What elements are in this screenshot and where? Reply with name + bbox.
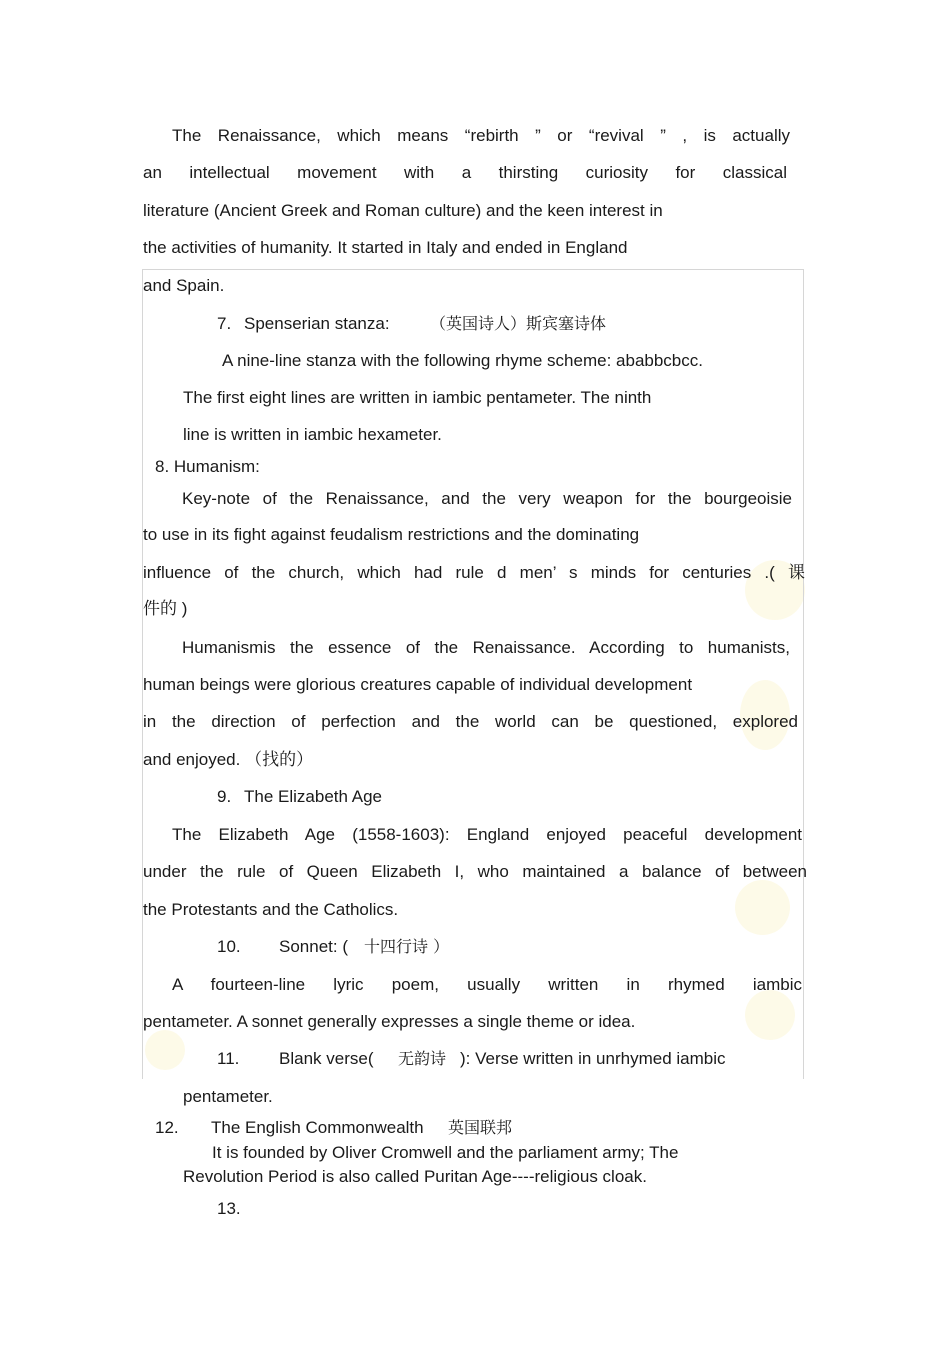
item-7-line-2: The first eight lines are written in iambic pentameter. The ninth [183, 388, 652, 407]
item-8-line-6: human beings were glorious creatures capable of individual development [143, 675, 693, 694]
renaissance-line-2: an intellectual movement with a thirsting curiosity for classical [143, 163, 787, 182]
item-8-heading: 8. Humanism: [155, 457, 260, 476]
item-8-line-3: influence of the church, which had rule d men’ s minds for centuries .( 课 [143, 563, 805, 582]
item-8-line-1: Key-note of the Renaissance, and the very weapon for the bourgeoisie [182, 489, 792, 508]
item-13-number: 13. [217, 1199, 241, 1218]
item-7-term: Spenserian stanza: [244, 314, 390, 333]
renaissance-line-5: and Spain. [143, 276, 225, 295]
item-11-number: 11. [217, 1049, 240, 1068]
renaissance-line-1: The Renaissance, which means “rebirth ” or “revival ” , is actually [172, 126, 790, 145]
item-7-line-3: line is written in iambic hexameter. [183, 425, 442, 444]
item-11-chinese: 无韵诗 [398, 1049, 447, 1068]
item-11-term: Blank verse( [279, 1049, 374, 1068]
item-8-line-8: and enjoyed. （找的） [143, 750, 314, 769]
item-9-line-2: under the rule of Queen Elizabeth I, who maintained a balance of between [143, 862, 807, 881]
item-8-line-2: to use in its fight against feudalism restrictions and the dominating [143, 525, 640, 544]
item-9-line-3: the Protestants and the Catholics. [143, 900, 399, 919]
item-9-line-1: The Elizabeth Age (1558-1603): England enjoyed peaceful development [172, 825, 802, 844]
item-11-rest: ): Verse written in unrhymed iambic [460, 1049, 726, 1068]
item-10-term: Sonnet: ( [279, 937, 348, 956]
item-12-title: The English Commonwealth [211, 1118, 424, 1137]
item-7-line-1: A nine-line stanza with the following rhyme scheme: ababbcbcc. [222, 351, 703, 370]
renaissance-line-3: literature (Ancient Greek and Roman culture) and the keen interest in [143, 201, 663, 220]
item-10-line-2: pentameter. A sonnet generally expresses a single theme or idea. [143, 1012, 636, 1031]
item-11-line-2: pentameter. [183, 1087, 273, 1106]
item-7-chinese: （英国诗人）斯宾塞诗体 [430, 314, 607, 333]
item-7-number: 7. [217, 314, 232, 333]
item-8-line-5: Humanismis the essence of the Renaissance. According to humanists, [182, 638, 790, 657]
item-9-title: The Elizabeth Age [244, 787, 382, 806]
item-12-line-1: It is founded by Oliver Cromwell and the parliament army; The [212, 1143, 679, 1162]
item-12-number: 12. [155, 1118, 179, 1137]
item-12-chinese: 英国联邦 [448, 1118, 513, 1137]
renaissance-line-4: the activities of humanity. It started in Italy and ended in England [143, 238, 628, 257]
item-10-line-1: A fourteen-line lyric poem, usually written in rhymed iambic [172, 975, 802, 994]
item-10-number: 10. [217, 937, 241, 956]
item-8-line-4: 件的 ) [143, 599, 188, 618]
item-10-chinese: 十四行诗 ） [364, 937, 450, 956]
item-9-number: 9. [217, 787, 232, 806]
item-8-line-7: in the direction of perfection and the world can be questioned, explored [143, 712, 798, 731]
item-12-line-2: Revolution Period is also called Puritan Age----religious cloak. [183, 1167, 647, 1186]
